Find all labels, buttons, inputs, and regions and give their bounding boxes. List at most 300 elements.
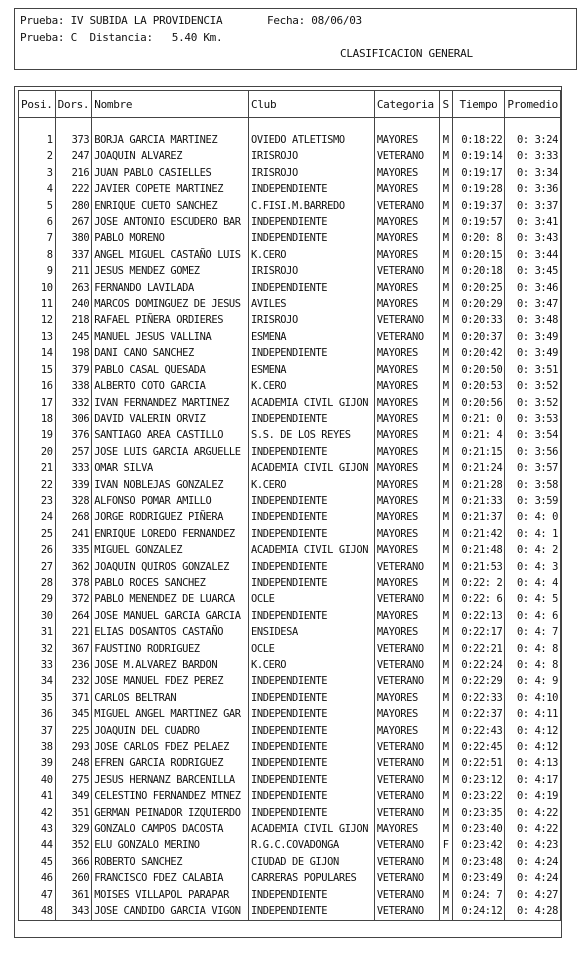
cell-posicion: 6 — [19, 214, 56, 230]
cell-sexo: M — [439, 198, 452, 214]
cell-promedio: 0: 3:46 — [505, 280, 561, 296]
table-row — [19, 526, 561, 542]
cell-dorsal: 267 — [55, 214, 92, 230]
cell-nombre: ALBERTO COTO GARCIA — [92, 378, 249, 394]
cell-categoria: MAYORES — [374, 821, 439, 837]
cell-categoria: MAYORES — [374, 280, 439, 296]
cell-club: K.CERO — [249, 378, 375, 394]
cell-dorsal: 236 — [55, 657, 92, 673]
cell-club: INDEPENDIENTE — [249, 575, 375, 591]
cell-club: ACADEMIA CIVIL GIJON — [249, 460, 375, 476]
cell-nombre: PABLO ROCES SANCHEZ — [92, 575, 249, 591]
cell-categoria: MAYORES — [374, 444, 439, 460]
cell-promedio: 0: 4: 8 — [505, 657, 561, 673]
cell-posicion: 13 — [19, 329, 56, 345]
cell-dorsal: 198 — [55, 345, 92, 361]
cell-tiempo: 0:22:43 — [452, 723, 505, 739]
table-row — [19, 444, 561, 460]
cell-sexo: M — [439, 296, 452, 312]
cell-club: R.G.C.COVADONGA — [249, 837, 375, 853]
classification-title: CLASIFICACION GENERAL — [340, 47, 473, 60]
cell-nombre: ANGEL MIGUEL CASTAÑO LUIS — [92, 247, 249, 263]
cell-tiempo: 0:21:15 — [452, 444, 505, 460]
cell-sexo: M — [439, 624, 452, 640]
cell-posicion: 22 — [19, 477, 56, 493]
cell-posicion: 31 — [19, 624, 56, 640]
cell-club: ESMENA — [249, 329, 375, 345]
cell-dorsal: 241 — [55, 526, 92, 542]
cell-nombre: JOSE MANUEL FDEZ PEREZ — [92, 673, 249, 689]
cell-promedio: 0: 3:54 — [505, 427, 561, 443]
cell-dorsal: 293 — [55, 739, 92, 755]
cell-categoria: VETERANO — [374, 805, 439, 821]
cell-nombre: JOAQUIN ALVAREZ — [92, 148, 249, 164]
cell-categoria: VETERANO — [374, 329, 439, 345]
cell-promedio: 0: 3:24 — [505, 132, 561, 148]
cell-promedio: 0: 4:12 — [505, 723, 561, 739]
cell-club: INDEPENDIENTE — [249, 788, 375, 804]
table-row — [19, 214, 561, 230]
table-row — [19, 230, 561, 246]
cell-posicion: 34 — [19, 673, 56, 689]
cell-nombre: CELESTINO FERNANDEZ MTNEZ — [92, 788, 249, 804]
cell-categoria: VETERANO — [374, 198, 439, 214]
results-table-frame — [14, 86, 562, 938]
cell-categoria: MAYORES — [374, 542, 439, 558]
cell-dorsal: 247 — [55, 148, 92, 164]
table-row — [19, 706, 561, 722]
cell-nombre: PABLO MORENO — [92, 230, 249, 246]
cell-tiempo: 0:24: 7 — [452, 887, 505, 903]
cell-nombre: GONZALO CAMPOS DACOSTA — [92, 821, 249, 837]
cell-categoria: MAYORES — [374, 165, 439, 181]
cell-dorsal: 329 — [55, 821, 92, 837]
cell-sexo: M — [439, 723, 452, 739]
cell-posicion: 1 — [19, 132, 56, 148]
cell-nombre: IVAN FERNANDEZ MARTINEZ — [92, 395, 249, 411]
table-row — [19, 378, 561, 394]
cell-promedio: 0: 4:17 — [505, 772, 561, 788]
cell-promedio: 0: 3:43 — [505, 230, 561, 246]
cell-nombre: RAFAEL PIÑERA ORDIERES — [92, 312, 249, 328]
cell-categoria: VETERANO — [374, 591, 439, 607]
cell-posicion: 44 — [19, 837, 56, 853]
cell-dorsal: 380 — [55, 230, 92, 246]
cell-promedio: 0: 4: 5 — [505, 591, 561, 607]
cell-posicion: 14 — [19, 345, 56, 361]
cell-categoria: MAYORES — [374, 706, 439, 722]
cell-nombre: GERMAN PEINADOR IZQUIERDO — [92, 805, 249, 821]
cell-promedio: 0: 4:10 — [505, 690, 561, 706]
cell-club: CIUDAD DE GIJON — [249, 854, 375, 870]
cell-tiempo: 0:19:37 — [452, 198, 505, 214]
cell-tiempo: 0:20:29 — [452, 296, 505, 312]
table-row — [19, 247, 561, 263]
col-header-promedio: Promedio — [505, 91, 561, 118]
cell-club: INDEPENDIENTE — [249, 673, 375, 689]
cell-club: INDEPENDIENTE — [249, 739, 375, 755]
cell-dorsal: 378 — [55, 575, 92, 591]
cell-club: INDEPENDIENTE — [249, 230, 375, 246]
cell-posicion: 38 — [19, 739, 56, 755]
table-spacer-row — [19, 118, 561, 133]
cell-sexo: M — [439, 165, 452, 181]
cell-posicion: 3 — [19, 165, 56, 181]
cell-promedio: 0: 3:57 — [505, 460, 561, 476]
cell-dorsal: 362 — [55, 559, 92, 575]
cell-tiempo: 0:21:28 — [452, 477, 505, 493]
cell-dorsal: 333 — [55, 460, 92, 476]
cell-nombre: JESUS MENDEZ GOMEZ — [92, 263, 249, 279]
cell-promedio: 0: 3:33 — [505, 148, 561, 164]
cell-categoria: MAYORES — [374, 411, 439, 427]
cell-sexo: M — [439, 263, 452, 279]
table-row — [19, 624, 561, 640]
cell-sexo: M — [439, 280, 452, 296]
cell-posicion: 46 — [19, 870, 56, 886]
table-row — [19, 690, 561, 706]
cell-categoria: VETERANO — [374, 739, 439, 755]
cell-tiempo: 0:23:40 — [452, 821, 505, 837]
cell-dorsal: 306 — [55, 411, 92, 427]
cell-categoria: MAYORES — [374, 296, 439, 312]
cell-nombre: MIGUEL ANGEL MARTINEZ GAR — [92, 706, 249, 722]
cell-dorsal: 275 — [55, 772, 92, 788]
cell-tiempo: 0:20:50 — [452, 362, 505, 378]
cell-dorsal: 216 — [55, 165, 92, 181]
cell-sexo: M — [439, 230, 452, 246]
cell-club: ESMENA — [249, 362, 375, 378]
cell-nombre: ELIAS DOSANTOS CASTAÑO — [92, 624, 249, 640]
cell-posicion: 7 — [19, 230, 56, 246]
cell-promedio: 0: 4:24 — [505, 854, 561, 870]
cell-nombre: BORJA GARCIA MARTINEZ — [92, 132, 249, 148]
cell-tiempo: 0:22:24 — [452, 657, 505, 673]
cell-tiempo: 0:19:28 — [452, 181, 505, 197]
cell-categoria: VETERANO — [374, 673, 439, 689]
cell-promedio: 0: 3:41 — [505, 214, 561, 230]
table-row — [19, 280, 561, 296]
cell-nombre: PABLO MENENDEZ DE LUARCA — [92, 591, 249, 607]
cell-nombre: JUAN PABLO CASIELLES — [92, 165, 249, 181]
cell-nombre: IVAN NOBLEJAS GONZALEZ — [92, 477, 249, 493]
cell-categoria: VETERANO — [374, 148, 439, 164]
cell-nombre: JOAQUIN DEL CUADRO — [92, 723, 249, 739]
table-row — [19, 591, 561, 607]
cell-club: INDEPENDIENTE — [249, 509, 375, 525]
cell-tiempo: 0:20:37 — [452, 329, 505, 345]
col-header-dorsal: Dors. — [55, 91, 92, 118]
cell-club: INDEPENDIENTE — [249, 181, 375, 197]
cell-club: ACADEMIA CIVIL GIJON — [249, 821, 375, 837]
race-header — [14, 8, 577, 70]
cell-dorsal: 225 — [55, 723, 92, 739]
table-row — [19, 181, 561, 197]
cell-categoria: VETERANO — [374, 854, 439, 870]
cell-sexo: M — [439, 132, 452, 148]
cell-promedio: 0: 3:49 — [505, 329, 561, 345]
race-name: Prueba: IV SUBIDA LA PROVIDENCIA — [20, 14, 223, 27]
cell-tiempo: 0:23:35 — [452, 805, 505, 821]
cell-club: INDEPENDIENTE — [249, 526, 375, 542]
table-row — [19, 312, 561, 328]
table-row — [19, 198, 561, 214]
cell-sexo: M — [439, 493, 452, 509]
cell-tiempo: 0:20:18 — [452, 263, 505, 279]
cell-sexo: M — [439, 608, 452, 624]
cell-nombre: SANTIAGO AREA CASTILLO — [92, 427, 249, 443]
cell-tiempo: 0:22: 2 — [452, 575, 505, 591]
cell-nombre: JORGE RODRIGUEZ PIÑERA — [92, 509, 249, 525]
cell-club: K.CERO — [249, 247, 375, 263]
cell-sexo: M — [439, 887, 452, 903]
cell-dorsal: 280 — [55, 198, 92, 214]
cell-tiempo: 0:23:48 — [452, 854, 505, 870]
cell-club: INDEPENDIENTE — [249, 493, 375, 509]
cell-club: K.CERO — [249, 657, 375, 673]
cell-club: OCLE — [249, 591, 375, 607]
cell-posicion: 42 — [19, 805, 56, 821]
cell-posicion: 33 — [19, 657, 56, 673]
cell-nombre: ENRIQUE LOREDO FERNANDEZ — [92, 526, 249, 542]
table-row — [19, 575, 561, 591]
table-row — [19, 132, 561, 148]
cell-posicion: 18 — [19, 411, 56, 427]
cell-promedio: 0: 3:53 — [505, 411, 561, 427]
cell-tiempo: 0:22: 6 — [452, 591, 505, 607]
cell-club: IRISROJO — [249, 165, 375, 181]
table-row — [19, 870, 561, 886]
cell-sexo: M — [439, 345, 452, 361]
cell-nombre: OMAR SILVA — [92, 460, 249, 476]
cell-posicion: 32 — [19, 641, 56, 657]
cell-promedio: 0: 3:45 — [505, 263, 561, 279]
cell-dorsal: 339 — [55, 477, 92, 493]
cell-sexo: M — [439, 821, 452, 837]
cell-tiempo: 0:22:29 — [452, 673, 505, 689]
cell-sexo: M — [439, 247, 452, 263]
cell-sexo: M — [439, 362, 452, 378]
cell-sexo: M — [439, 854, 452, 870]
cell-promedio: 0: 4: 7 — [505, 624, 561, 640]
cell-dorsal: 372 — [55, 591, 92, 607]
cell-categoria: MAYORES — [374, 181, 439, 197]
cell-tiempo: 0:23:42 — [452, 837, 505, 853]
cell-categoria: VETERANO — [374, 263, 439, 279]
cell-tiempo: 0:19:57 — [452, 214, 505, 230]
col-header-posicion: Posi. — [19, 91, 56, 118]
cell-nombre: JOSE MANUEL GARCIA GARCIA — [92, 608, 249, 624]
cell-tiempo: 0:20:53 — [452, 378, 505, 394]
cell-posicion: 21 — [19, 460, 56, 476]
results-table — [18, 90, 561, 921]
cell-nombre: PABLO CASAL QUESADA — [92, 362, 249, 378]
cell-posicion: 10 — [19, 280, 56, 296]
cell-sexo: M — [439, 575, 452, 591]
cell-tiempo: 0:19:14 — [452, 148, 505, 164]
cell-nombre: MANUEL JESUS VALLINA — [92, 329, 249, 345]
cell-posicion: 24 — [19, 509, 56, 525]
cell-club: ENSIDESA — [249, 624, 375, 640]
cell-nombre: ELU GONZALO MERINO — [92, 837, 249, 853]
cell-dorsal: 337 — [55, 247, 92, 263]
cell-tiempo: 0:24:12 — [452, 903, 505, 920]
cell-dorsal: 349 — [55, 788, 92, 804]
cell-sexo: M — [439, 690, 452, 706]
cell-dorsal: 345 — [55, 706, 92, 722]
cell-tiempo: 0:20:33 — [452, 312, 505, 328]
cell-sexo: M — [439, 460, 452, 476]
cell-categoria: VETERANO — [374, 559, 439, 575]
cell-club: K.CERO — [249, 477, 375, 493]
cell-tiempo: 0:21:24 — [452, 460, 505, 476]
col-header-nombre: Nombre — [92, 91, 249, 118]
table-row — [19, 411, 561, 427]
cell-sexo: M — [439, 214, 452, 230]
cell-promedio: 0: 4:22 — [505, 805, 561, 821]
cell-dorsal: 245 — [55, 329, 92, 345]
table-row — [19, 509, 561, 525]
cell-promedio: 0: 4:22 — [505, 821, 561, 837]
cell-club: INDEPENDIENTE — [249, 280, 375, 296]
table-row — [19, 608, 561, 624]
cell-tiempo: 0:20:56 — [452, 395, 505, 411]
cell-dorsal: 211 — [55, 263, 92, 279]
cell-nombre: JAVIER COPETE MARTINEZ — [92, 181, 249, 197]
cell-tiempo: 0:21:42 — [452, 526, 505, 542]
table-row — [19, 345, 561, 361]
cell-nombre: FERNANDO LAVILADA — [92, 280, 249, 296]
cell-posicion: 9 — [19, 263, 56, 279]
cell-promedio: 0: 4: 9 — [505, 673, 561, 689]
cell-promedio: 0: 4: 3 — [505, 559, 561, 575]
cell-dorsal: 232 — [55, 673, 92, 689]
cell-posicion: 30 — [19, 608, 56, 624]
cell-posicion: 11 — [19, 296, 56, 312]
cell-club: INDEPENDIENTE — [249, 755, 375, 771]
cell-club: AVILES — [249, 296, 375, 312]
cell-club: INDEPENDIENTE — [249, 559, 375, 575]
table-row — [19, 854, 561, 870]
cell-categoria: MAYORES — [374, 378, 439, 394]
cell-promedio: 0: 3:56 — [505, 444, 561, 460]
cell-posicion: 43 — [19, 821, 56, 837]
cell-nombre: MOISES VILLAPOL PARAPAR — [92, 887, 249, 903]
cell-promedio: 0: 4: 0 — [505, 509, 561, 525]
cell-posicion: 16 — [19, 378, 56, 394]
cell-posicion: 40 — [19, 772, 56, 788]
cell-sexo: M — [439, 739, 452, 755]
cell-dorsal: 240 — [55, 296, 92, 312]
cell-sexo: M — [439, 559, 452, 575]
cell-tiempo: 0:22:21 — [452, 641, 505, 657]
cell-posicion: 15 — [19, 362, 56, 378]
cell-tiempo: 0:21:33 — [452, 493, 505, 509]
cell-tiempo: 0:22:17 — [452, 624, 505, 640]
cell-tiempo: 0:23:49 — [452, 870, 505, 886]
table-row — [19, 788, 561, 804]
cell-posicion: 4 — [19, 181, 56, 197]
cell-posicion: 39 — [19, 755, 56, 771]
cell-promedio: 0: 3:59 — [505, 493, 561, 509]
cell-dorsal: 371 — [55, 690, 92, 706]
cell-club: INDEPENDIENTE — [249, 706, 375, 722]
cell-categoria: VETERANO — [374, 657, 439, 673]
cell-tiempo: 0:20:25 — [452, 280, 505, 296]
cell-posicion: 2 — [19, 148, 56, 164]
cell-sexo: M — [439, 411, 452, 427]
table-row — [19, 427, 561, 443]
cell-nombre: JOSE LUIS GARCIA ARGUELLE — [92, 444, 249, 460]
cell-nombre: DAVID VALERIN ORVIZ — [92, 411, 249, 427]
table-row — [19, 821, 561, 837]
cell-posicion: 41 — [19, 788, 56, 804]
cell-dorsal: 268 — [55, 509, 92, 525]
cell-tiempo: 0:21:37 — [452, 509, 505, 525]
cell-posicion: 37 — [19, 723, 56, 739]
cell-categoria: MAYORES — [374, 345, 439, 361]
cell-club: IRISROJO — [249, 312, 375, 328]
cell-promedio: 0: 3:34 — [505, 165, 561, 181]
cell-nombre: MARCOS DOMINGUEZ DE JESUS — [92, 296, 249, 312]
cell-nombre: MIGUEL GONZALEZ — [92, 542, 249, 558]
cell-dorsal: 352 — [55, 837, 92, 853]
cell-nombre: CARLOS BELTRAN — [92, 690, 249, 706]
cell-promedio: 0: 4:11 — [505, 706, 561, 722]
cell-categoria: MAYORES — [374, 395, 439, 411]
cell-sexo: M — [439, 181, 452, 197]
race-date: Fecha: 08/06/03 — [267, 14, 362, 27]
table-row — [19, 657, 561, 673]
cell-sexo: M — [439, 673, 452, 689]
cell-sexo: M — [439, 805, 452, 821]
cell-club: INDEPENDIENTE — [249, 444, 375, 460]
cell-categoria: MAYORES — [374, 132, 439, 148]
cell-tiempo: 0:22:51 — [452, 755, 505, 771]
cell-categoria: VETERANO — [374, 755, 439, 771]
cell-posicion: 48 — [19, 903, 56, 920]
cell-dorsal: 248 — [55, 755, 92, 771]
cell-promedio: 0: 4: 2 — [505, 542, 561, 558]
cell-sexo: M — [439, 542, 452, 558]
cell-nombre: FAUSTINO RODRIGUEZ — [92, 641, 249, 657]
table-row — [19, 395, 561, 411]
cell-promedio: 0: 4:27 — [505, 887, 561, 903]
cell-dorsal: 343 — [55, 903, 92, 920]
cell-promedio: 0: 4:19 — [505, 788, 561, 804]
cell-sexo: M — [439, 509, 452, 525]
cell-club: S.S. DE LOS REYES — [249, 427, 375, 443]
cell-dorsal: 260 — [55, 870, 92, 886]
cell-categoria: MAYORES — [374, 509, 439, 525]
cell-club: ACADEMIA CIVIL GIJON — [249, 542, 375, 558]
table-row — [19, 165, 561, 181]
cell-categoria: MAYORES — [374, 247, 439, 263]
cell-categoria: VETERANO — [374, 772, 439, 788]
cell-dorsal: 257 — [55, 444, 92, 460]
cell-promedio: 0: 4:24 — [505, 870, 561, 886]
cell-club: INDEPENDIENTE — [249, 887, 375, 903]
table-header-row — [19, 91, 561, 118]
cell-dorsal: 379 — [55, 362, 92, 378]
cell-club: OVIEDO ATLETISMO — [249, 132, 375, 148]
col-header-sexo: S — [439, 91, 452, 118]
cell-posicion: 19 — [19, 427, 56, 443]
cell-club: OCLE — [249, 641, 375, 657]
cell-dorsal: 338 — [55, 378, 92, 394]
cell-categoria: VETERANO — [374, 312, 439, 328]
table-row — [19, 772, 561, 788]
